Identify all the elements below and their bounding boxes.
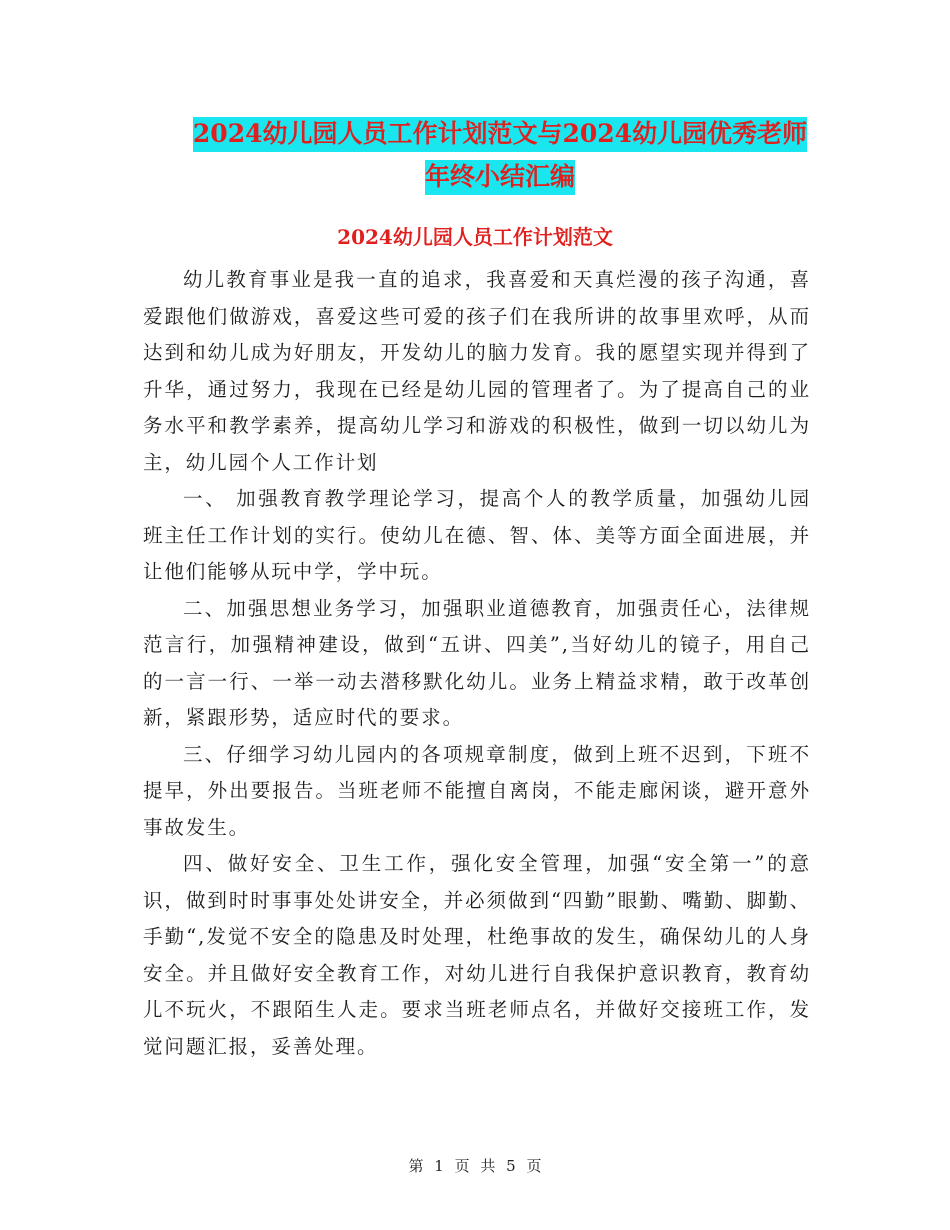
paragraph-item-2: 二、加强思想业务学习，加强职业道德教育，加强责任心，法律规范言行，加强精神建设，做到“五讲、四美”,当好幼儿的镜子，用自己的一言一行、一举一动去潜移默化幼儿。业务上精益求精，敢于改革创新，紧跟形势，适应时代的要求。 — [143, 596, 811, 729]
page-number-footer: 第 1 页 共 5 页 — [408, 1157, 542, 1175]
paragraph-item-1: 一、 加强教育教学理论学习，提高个人的教学质量，加强幼儿园班主任工作计划的实行。使幼儿在德、智、体、美等方面全面进展，并让他们能够从玩中学，学中玩。 — [143, 487, 811, 583]
paragraph-item-4: 四、做好安全、卫生工作，强化安全管理，加强“安全第一”的意识，做到时时事事处处讲安全，并必须做到“四勤”眼勤、嘴勤、脚勤、手勤“,发觉不安全的隐患及时处理，杜绝事故的发生，确保幼儿的人身安全。并且做好安全教育工作，对幼儿进行自我保护意识教育，教育幼儿不玩火，不跟陌生人走。要求当班老师点名，并做好交接班工作，发觉问题汇报，妥善处理。 — [143, 852, 811, 1058]
section-title: 2024幼儿园人员工作计划范文 — [337, 225, 613, 249]
paragraph-item-3: 三、仔细学习幼儿园内的各项规章制度，做到上班不迟到，下班不提早，外出要报告。当班老师不能擅自离岗，不能走廊闲谈，避开意外事故发生。 — [143, 742, 811, 839]
document-title-line-1: 2024幼儿园人员工作计划范文与2024幼儿园优秀老师 — [193, 117, 807, 152]
document-title — [140, 112, 860, 198]
document-title-line-2: 年终小结汇编 — [425, 160, 575, 195]
paragraph-intro: 幼儿教育事业是我一直的追求，我喜爱和天真烂漫的孩子沟通，喜爱跟他们做游戏，喜爱这些可爱的孩子们在我所讲的故事里欢呼，从而达到和幼儿成为好朋友，开发幼儿的脑力发育。我的愿望实现并得到了升华，通过努力，我现在已经是幼儿园的管理者了。为了提高自己的业务水平和教学素养，提高幼儿学习和游戏的积极性，做到一切以幼儿为主，幼儿园个人工作计划 — [143, 268, 811, 474]
document-body — [143, 262, 811, 1065]
